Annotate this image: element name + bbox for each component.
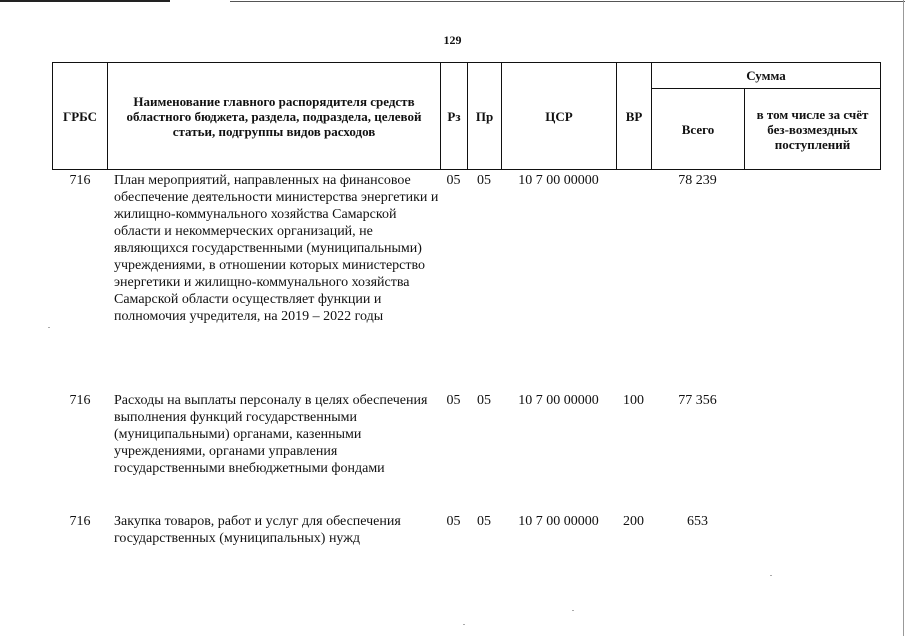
header-csr: ЦСР	[501, 62, 617, 170]
scan-edge-right	[903, 0, 904, 636]
cell-name: Закупка товаров, работ и услуг для обеспечения государственных (муниципальных) нужд	[114, 514, 401, 546]
cell-csr: 10 7 00 00000	[518, 173, 599, 188]
scan-speck	[48, 327, 50, 328]
cell-csr: 10 7 00 00000	[518, 393, 599, 408]
header-name: Наименование главного распорядителя средств областного бюджета, раздела, подраздела, целевой статьи, подгруппы видов расходов	[107, 62, 441, 170]
cell-total: 77 356	[678, 393, 717, 408]
cell-grbs: 716	[69, 393, 91, 408]
cell-rz: 05	[446, 173, 461, 188]
scan-speck	[463, 624, 465, 625]
cell-name: План мероприятий, направленных на финансовое обеспечение деятельности министерства энергетики и жилищно-коммунального хозяйства Самарской области и некоммерческих организаций, не являющихся государственными (муниципальными) учреждениями, в отношении которых министерство энергетики и жилищно-коммунального хозяйства Самарской области осуществляет функции и полномочия учредителя, на 2019 – 2022 годы	[114, 173, 439, 324]
header-pr: Пр	[467, 62, 502, 170]
cell-grbs: 716	[69, 173, 91, 188]
header-sum: Сумма	[651, 62, 881, 89]
scan-speck	[572, 610, 574, 611]
page-number: 129	[443, 33, 462, 47]
header-grbs: ГРБС	[52, 62, 108, 170]
cell-vr: 100	[623, 393, 644, 408]
cell-csr: 10 7 00 00000	[518, 514, 599, 529]
scan-edge-top-right	[230, 1, 905, 2]
cell-grbs: 716	[69, 514, 91, 529]
header-rz: Рз	[440, 62, 468, 170]
cell-total: 653	[687, 514, 708, 529]
scan-edge-top-left	[0, 0, 170, 2]
cell-pr: 05	[477, 173, 491, 188]
cell-pr: 05	[477, 393, 491, 408]
table-header	[52, 62, 881, 170]
cell-total: 78 239	[678, 173, 717, 188]
scan-speck	[770, 575, 772, 576]
header-free: в том числе за счёт без-возмездных поступлений	[744, 88, 881, 170]
cell-pr: 05	[477, 514, 491, 529]
cell-name: Расходы на выплаты персоналу в целях обеспечения выполнения функций государственными (муниципальными) органами, казенными учреждениями, органами управления государственными внебюджетными фондами	[114, 393, 428, 476]
cell-vr: 200	[623, 514, 644, 529]
header-vr: ВР	[616, 62, 652, 170]
cell-rz: 05	[446, 514, 461, 529]
header-total: Всего	[651, 88, 745, 170]
cell-rz: 05	[446, 393, 461, 408]
